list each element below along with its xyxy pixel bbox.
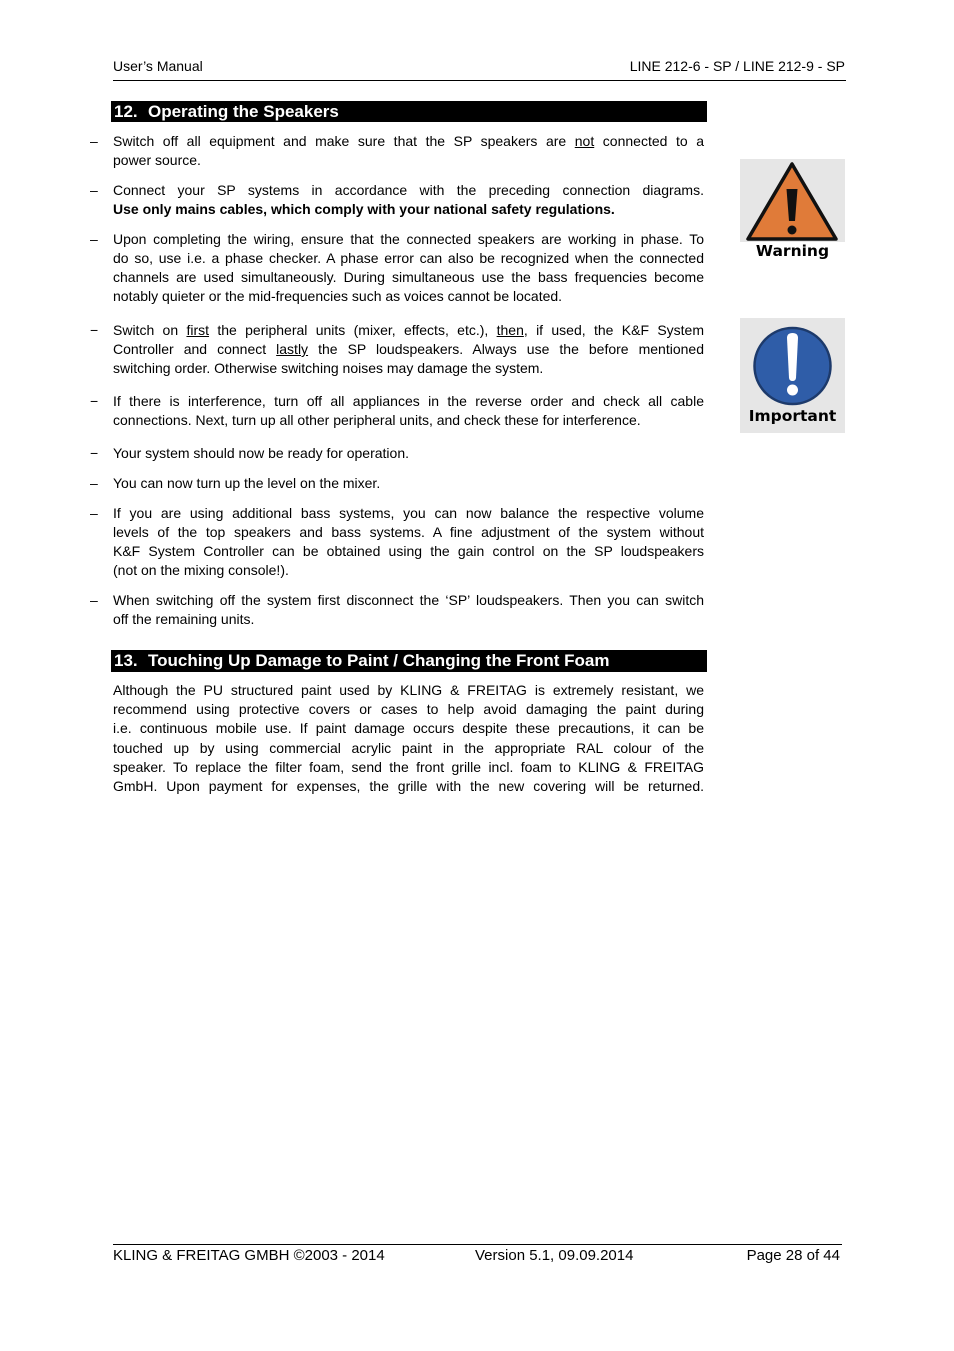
section-12-heading <box>111 101 707 122</box>
text-segment: notably quieter or the mid-frequencies such as voices cannot be located. <box>113 288 563 304</box>
text-segment: switching order. Otherwise switching noises may damage the system. <box>113 360 544 376</box>
text-line <box>113 230 704 249</box>
list-item-text <box>113 321 704 378</box>
list-item <box>88 474 704 493</box>
text-line <box>113 777 704 796</box>
text-segment: speaker. To replace the filter foam, send the front grille incl. foam to KLING & FREITAG <box>113 758 704 775</box>
list-item <box>88 444 704 463</box>
section-13-heading <box>111 650 707 672</box>
text-line <box>113 132 704 151</box>
text-segment: GmbH. Upon payment for expenses, the grille with the new covering will be returned. <box>113 778 704 795</box>
text-line <box>113 523 704 542</box>
text-line <box>113 411 704 430</box>
bullet-dash: − <box>90 445 99 461</box>
header-manual-title: User’s Manual <box>113 58 203 74</box>
text-segment: Connect your SP systems in accordance with the preceding connection diagrams. <box>113 182 704 198</box>
list-item <box>88 181 704 219</box>
text-segment: Controller and connect <box>113 341 277 357</box>
bullet-dash: – <box>90 475 98 491</box>
section-number: 12. <box>114 101 138 121</box>
list-item <box>88 132 704 170</box>
text-segment: When switching off the system first disconnect the ‘SP’ loudspeakers. Then you can switch <box>113 592 704 608</box>
list-item-text <box>113 444 704 463</box>
text-segment: (not on the mixing console!). <box>113 562 289 578</box>
text-line <box>113 181 704 200</box>
bullet-dash: − <box>90 393 99 409</box>
bullet-dash: – <box>90 592 98 608</box>
section-title: Operating the Speakers <box>148 101 339 121</box>
list-item-text <box>113 591 704 629</box>
bold-text: Use only mains cables, which comply with your national safety regulations. <box>113 201 615 217</box>
text-line <box>113 151 704 170</box>
text-segment: You can now turn up the level on the mixer. <box>113 475 381 491</box>
text-line <box>113 268 704 287</box>
underlined-text: not <box>574 133 595 149</box>
text-line <box>113 474 704 493</box>
list-item <box>88 230 704 306</box>
text-line <box>113 719 704 738</box>
bullet-dash: – <box>90 182 98 198</box>
section-number: 13. <box>114 651 138 670</box>
list-item-text <box>113 181 704 219</box>
operating-steps-list <box>88 132 704 640</box>
text-segment: , if used, the K&F System <box>523 322 704 338</box>
bullet-dash: – <box>90 231 98 247</box>
text-line <box>113 321 704 340</box>
text-segment: If there is interference, turn off all appliances in the reverse order and check all cable <box>113 393 704 409</box>
list-item-text <box>113 504 704 580</box>
text-segment: channels are used simultaneously. During simultaneous use the bass frequencies become <box>113 269 704 285</box>
header-product-name: LINE 212-6 - SP / LINE 212-9 - SP <box>629 58 845 74</box>
footer-page-number: Page 28 of 44 <box>746 1247 840 1264</box>
text-line <box>113 249 704 268</box>
text-line <box>113 392 704 411</box>
text-line <box>113 340 704 359</box>
text-line <box>113 444 704 463</box>
footer-version: Version 5.1, 09.09.2014 <box>475 1247 634 1264</box>
header-divider <box>113 80 846 81</box>
list-item-text <box>113 132 704 170</box>
text-segment: Although the PU structured paint used by KLING & FREITAG is extremely resistant, we <box>113 682 704 698</box>
text-line <box>113 287 704 306</box>
text-segment: If you are using additional bass systems, you can now balance the respective volume <box>113 505 704 521</box>
text-segment: levels of the top speakers and bass systems. A fine adjustment of the system without <box>113 524 704 540</box>
underlined-text: lastly <box>276 341 309 357</box>
footer-divider <box>113 1244 842 1245</box>
text-segment: Switch off all equipment and make sure that the SP speakers are <box>113 133 575 149</box>
list-item <box>88 321 704 378</box>
text-segment: i.e. continuous mobile use. If paint damage occurs despite these precautions, it can be <box>113 720 704 737</box>
text-line <box>113 739 704 758</box>
list-item <box>88 591 704 629</box>
underlined-text: then <box>496 322 524 338</box>
bullet-dash: – <box>90 505 98 521</box>
text-segment: the peripheral units (mixer, effects, etc.), <box>209 322 497 338</box>
list-item <box>88 504 704 580</box>
text-line <box>113 758 704 777</box>
text-line <box>113 591 704 610</box>
list-item-text <box>113 474 704 493</box>
list-item-text <box>113 230 704 306</box>
text-segment: the SP loudspeakers. Always use the before mentioned <box>308 341 704 357</box>
text-line <box>113 200 704 219</box>
warning-label: Warning <box>755 242 830 260</box>
text-segment: K&F System Controller can be obtained using the gain control on the SP loudspeakers <box>113 543 704 559</box>
footer-copyright: KLING & FREITAG GMBH ©2003 - 2014 <box>113 1247 385 1264</box>
text-line <box>113 681 704 700</box>
text-line <box>113 610 704 629</box>
underlined-text: first <box>186 322 210 338</box>
warning-triangle-icon <box>740 159 845 242</box>
text-segment: Your system should now be ready for operation. <box>113 445 409 461</box>
text-segment: recommend using protective covers or cases to help avoid damaging the paint during <box>113 701 704 718</box>
paint-repair-paragraph <box>113 681 704 796</box>
text-line <box>113 504 704 523</box>
text-segment: touched up by using commercial acrylic paint in the appropriate RAL colour of the <box>113 739 704 756</box>
text-segment: off the remaining units. <box>113 611 255 627</box>
section-title: Touching Up Damage to Paint / Changing the Front Foam <box>148 651 610 670</box>
text-line <box>113 700 704 719</box>
list-item <box>88 392 704 430</box>
text-line <box>113 359 704 378</box>
text-segment: connections. Next, turn up all other peripheral units, and check these for interference. <box>113 412 641 428</box>
bullet-dash: – <box>90 133 98 149</box>
important-label: Important <box>748 407 837 425</box>
bullet-dash: − <box>90 322 99 338</box>
text-segment: connected to a <box>594 133 704 149</box>
text-segment: do so, use i.e. a phase checker. A phase error can also be recognized when the connected <box>113 250 704 266</box>
text-segment: Switch on <box>113 322 187 338</box>
text-segment: power source. <box>113 152 201 168</box>
text-line <box>113 561 704 580</box>
list-item-text <box>113 392 704 430</box>
text-line <box>113 542 704 561</box>
text-segment: Upon completing the wiring, ensure that the connected speakers are working in phase. To <box>113 231 704 247</box>
